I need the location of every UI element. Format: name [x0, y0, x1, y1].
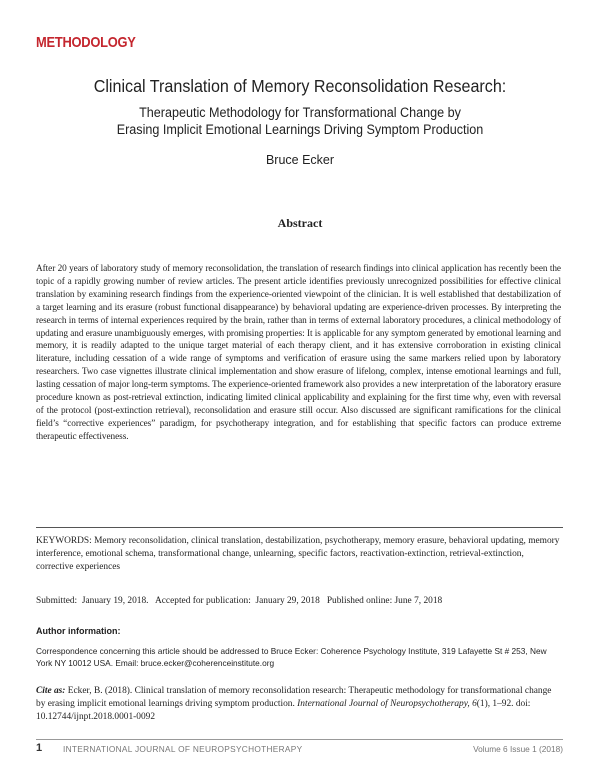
- page-number: 1: [36, 742, 43, 754]
- abstract-heading: Abstract: [277, 216, 323, 230]
- subtitle-line-2: Erasing Implicit Emotional Learnings Driving Symptom Production: [116, 122, 484, 137]
- footer-divider: [36, 739, 563, 740]
- citation-label: Cite as:: [36, 686, 66, 696]
- citation-tail: (1), 1–92. doi: 10.12744/ijnpt.2018.0001-0092: [36, 698, 531, 722]
- citation-journal: International Journal of Neuropsychotherapy, 6: [297, 698, 477, 709]
- subtitle-line-1: Therapeutic Methodology for Transformational Change by: [139, 105, 461, 120]
- keywords: KEYWORDS: Memory reconsolidation, clinical translation, destabilization, psychotherapy, memory erasure, behavioral updating, memory interference, emotional schema, transformational change, unlearning, specific factors, reactivation-extinction, retrieval-extinction, corrective experiences: [36, 536, 560, 572]
- publication-dates: Submitted: January 19, 2018. Accepted for publication: January 29, 2018 Published online: June 7, 2018: [36, 596, 443, 606]
- author-info-body: Correspondence concerning this article should be addressed to Bruce Ecker: Coherence Psychology Institute, 319 Lafayette St # 253, New York NY 10012 USA. Email: bruce.ecker@coherenceinstitute.org: [36, 646, 547, 668]
- article-subtitle: [56, 104, 545, 138]
- citation: [36, 685, 563, 723]
- footer-journal-name: INTERNATIONAL JOURNAL OF NEUROPSYCHOTHERAPY: [63, 744, 303, 754]
- abstract-body: After 20 years of laboratory study of memory reconsolidation, the translation of research findings into clinical application has recently been the topic of a rapidly growing number of review articles. The present article identifies previously unrecognized possibilities for effective clinical translation by examining research findings from the experience-oriented viewpoint of the clinician. It is well established that destabilization of a target learning and its erasure (robust functional disappearance) by behavioral updating are experience-driven processes. By interpreting the research in terms of internal experiences required by the brain, rather than in terms of external laboratory procedures, a clinical methodology of updating and erasure unambiguously emerges, with promising properties: It is applicable for any symptom generated by emotional learning and memory, it is readily adapted to the unique target material of each therapy client, and it has extensive corroboration in existing clinical literature, including cessation of a wide range of symptoms and verification of erasure using the same markers relied upon by laboratory researchers. Two case vignettes illustrate clinical implementation and show erasure of lifelong, complex, intense emotional learnings and full, lasting cessation of major long-term symptoms. The experience-oriented framework also provides a new interpretation of the laboratory erasure procedure known as post-retrieval extinction, indicating limited clinical applicability and explaining for the first time why, even with reversal of the protocol (post-extinction retrieval), reconsolidation and erasure still occur. Also discussed are significant ramifications for the clinical field’s “corrective experiences” paradigm, for psychotherapy integration, and for establishing that specific factors can produce extreme therapeutic effectiveness.: [36, 264, 561, 442]
- citation-text: Ecker, B. (2018). Clinical translation of memory reconsolidation research: Therapeutic methodology for transformational change by erasing implicit emotional learnings driving symptom production.: [36, 686, 552, 709]
- article-title: Clinical Translation of Memory Reconsolidation Research:: [93, 76, 507, 96]
- divider: [36, 527, 563, 528]
- author-name: Bruce Ecker: [265, 153, 335, 167]
- author-info-heading: Author information:: [36, 626, 121, 636]
- section-label: METHODOLOGY: [36, 34, 136, 51]
- footer-issue: Volume 6 Issue 1 (2018): [473, 744, 563, 754]
